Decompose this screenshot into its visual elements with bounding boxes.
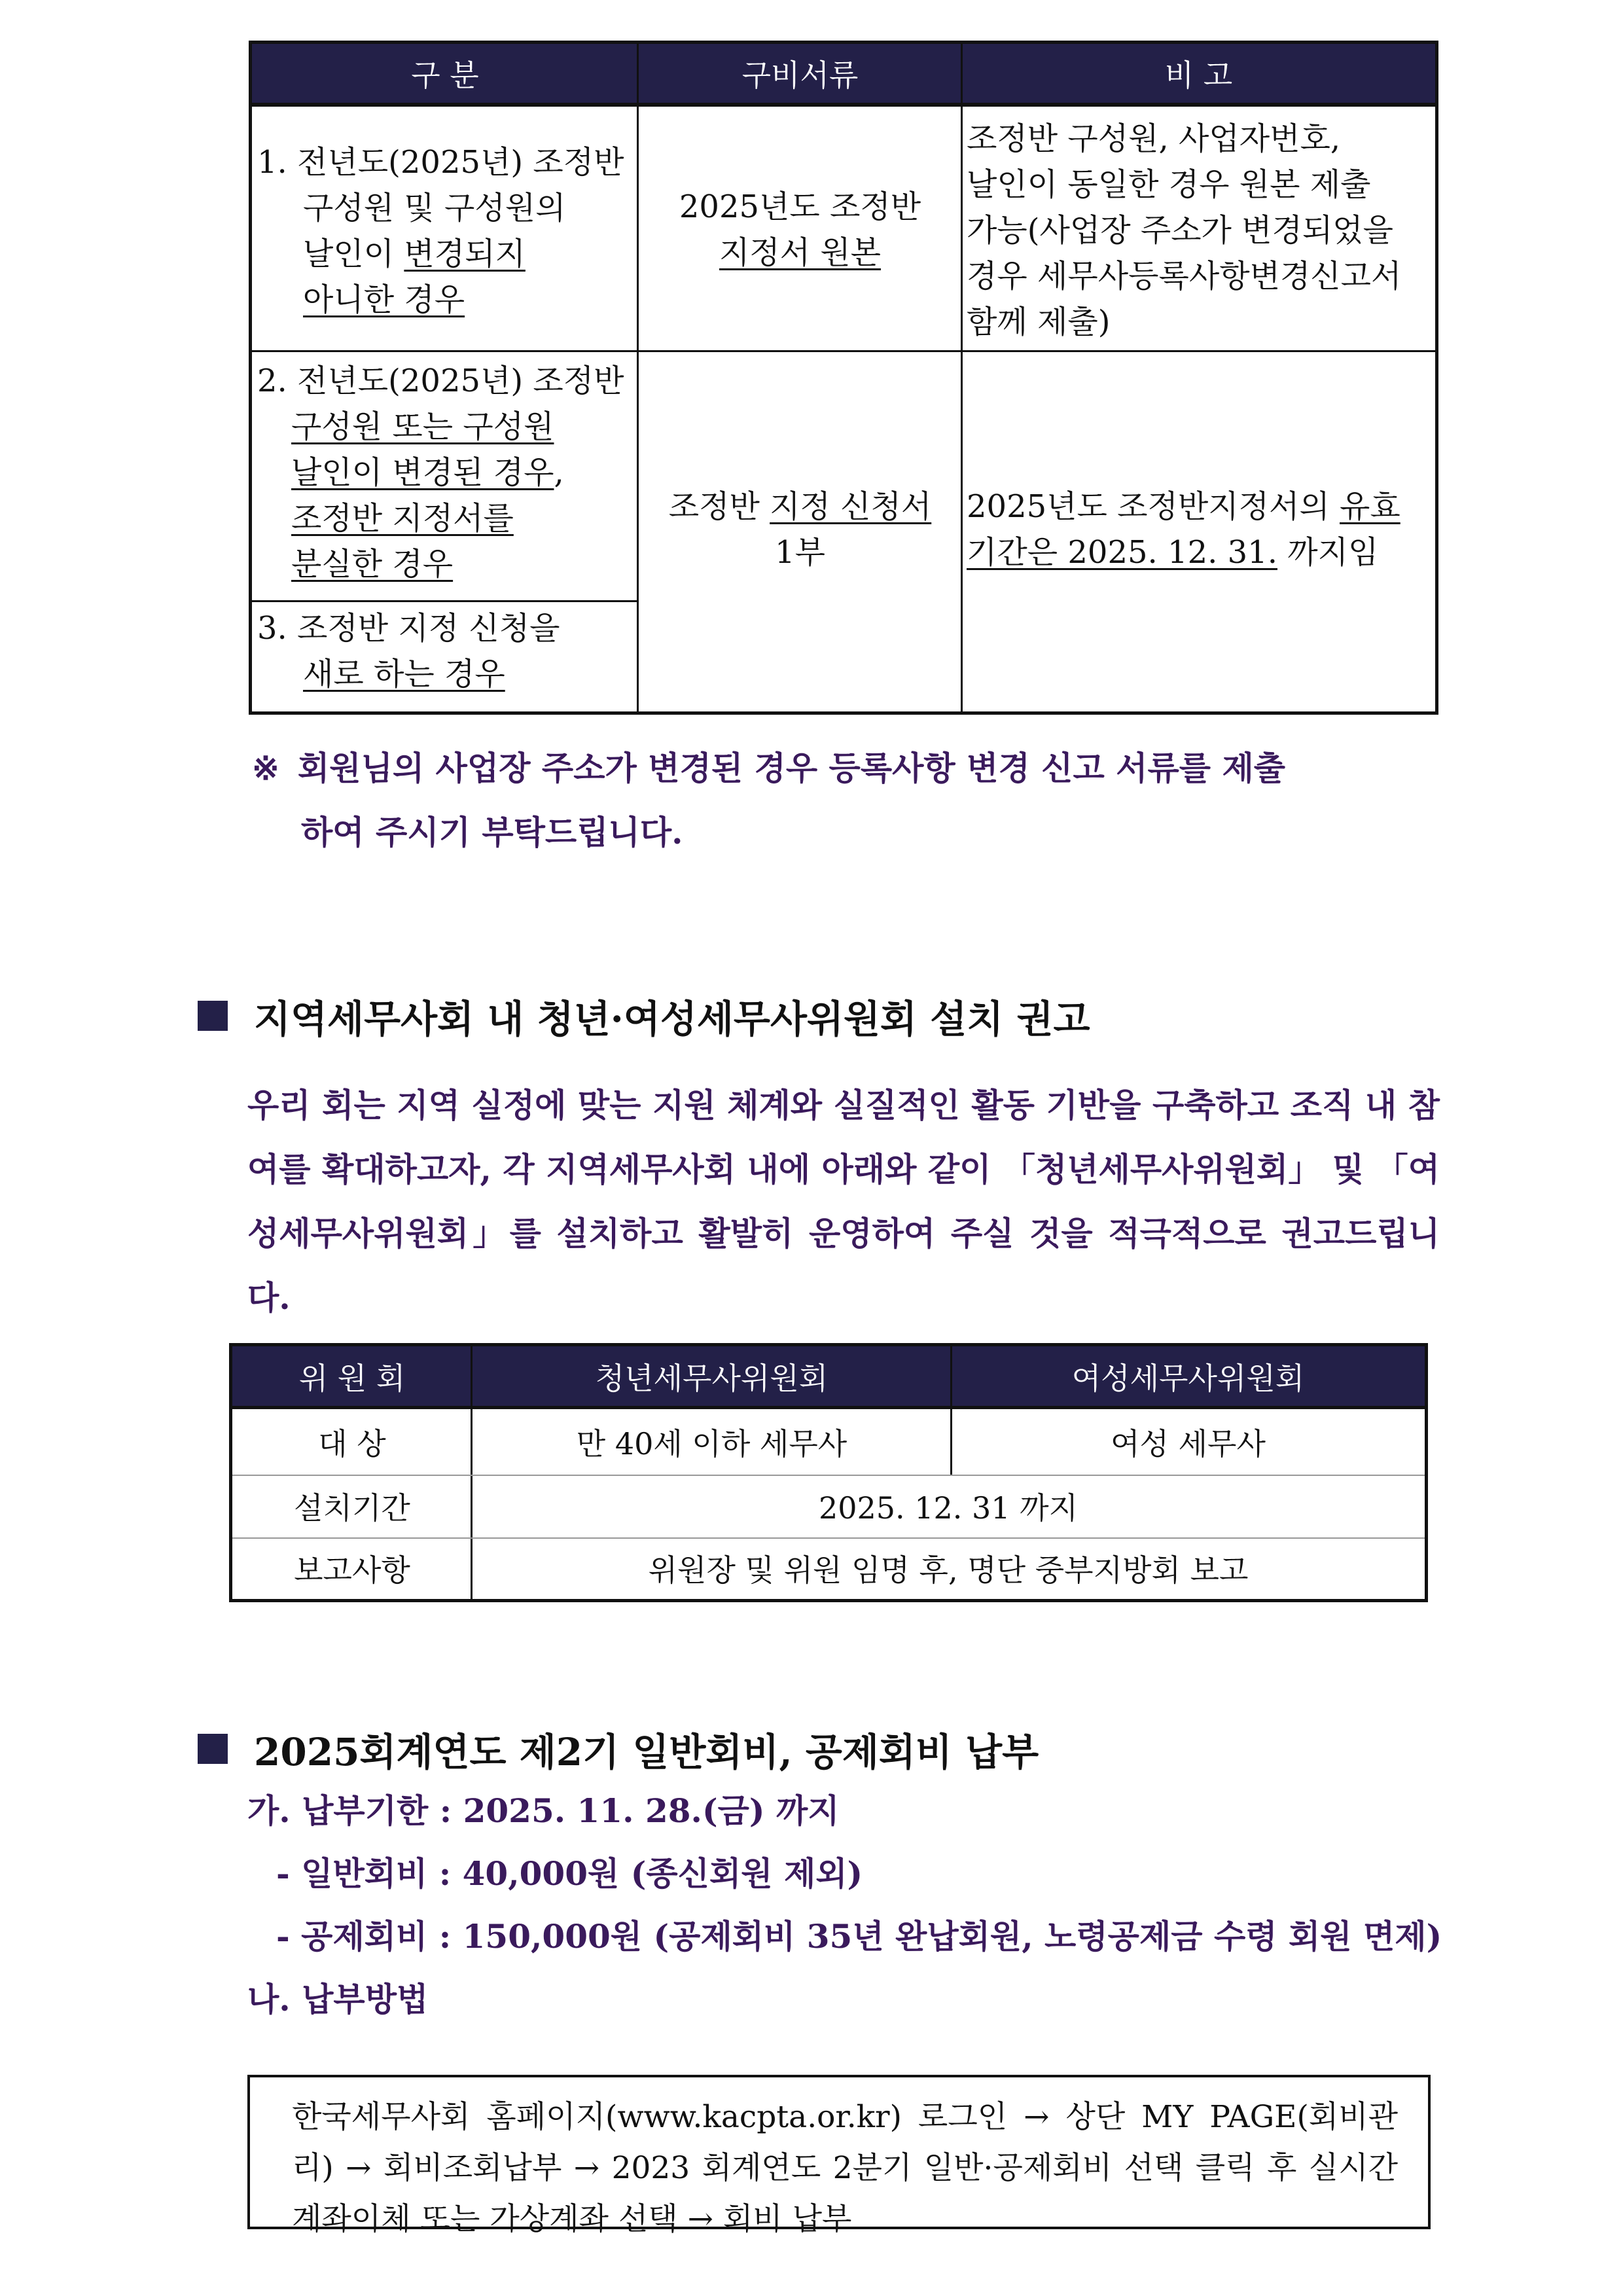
table-header-women: 여성세무사위원회 [952, 1346, 1425, 1409]
row1-documents-line: 2025년도 조정반 [679, 188, 921, 225]
youth-target: 만 40세 이하 세무사 [576, 1426, 847, 1462]
rows23-documents-text: 조정반 [668, 488, 770, 525]
row1-note-line: 조정반 구성원, 사업자번호, [967, 120, 1341, 157]
row1-note-line: 함께 제출) [967, 304, 1111, 340]
section-title: 지역세무사회 내 청년·여성세무사위원회 설치 권고 [254, 997, 1090, 1041]
payment-method-label: 나. 납부방법 [247, 1980, 429, 2018]
address-change-notice [252, 736, 1450, 865]
general-fee: - 일반회비 : 40,000원 (종신회원 제외) [276, 1854, 863, 1893]
row1-category-underlined: 아니한 경우 [303, 281, 465, 318]
row3-category-underlined: 새로 하는 경우 [303, 656, 505, 692]
period-label: 설치기간 [294, 1490, 410, 1526]
rows23-note-underlined: 유효 [1340, 488, 1400, 525]
row1-category-line [257, 231, 634, 277]
section-heading-fees [198, 1723, 1039, 1775]
row1-documents-underlined: 지정서 원본 [719, 234, 882, 271]
payment-method-steps: 한국세무사회 홈페이지(www.kacpta.or.kr) 로그인 → 상단 MY PAGE(회비관리) → 회비조회납부 → 2023 회계연도 2분기 일반·공제회비 선택 클릭 후 실시간 계좌이체 또는 가상계좌 선택 → 회비 납부 [292, 2099, 1398, 2237]
report-value: 위원장 및 위원 임명 후, 명단 중부지방회 보고 [648, 1552, 1249, 1588]
row2-category-line: 2. 전년도(2025년) 조정반 [257, 363, 624, 399]
committee-table [229, 1343, 1428, 1602]
committee-recommendation-paragraph: 우리 회는 지역 실정에 맞는 지원 체계와 실질적인 활동 기반을 구축하고 조직 내 참여를 확대하고자, 각 지역세무사회 내에 아래와 같이 「청년세무사위원회」 및 「여성세무사위원회」를 설치하고 활발히 운영하여 주실 것을 적극적으로 권고드립니다. [247, 1086, 1440, 1317]
row1-note-line: 가능(사업장 주소가 변경되었을 [967, 212, 1394, 249]
row1-category-underlined: 변경되지 [404, 236, 526, 272]
row2-category-underlined: 구성원 또는 구성원 [291, 408, 554, 445]
table-header-youth: 청년세무사위원회 [472, 1346, 952, 1409]
row-divider [252, 600, 637, 602]
rows23-documents-count: 1부 [775, 534, 825, 571]
row2-category [257, 358, 634, 587]
notice-line-2: 하여 주시기 부탁드립니다. [301, 813, 683, 852]
table-row-label [232, 1409, 472, 1475]
column-divider [961, 44, 963, 711]
rows23-note-text: 까지임 [1277, 534, 1379, 571]
rows23-documents [638, 484, 962, 575]
rows23-documents-underlined: 지정 신청서 [770, 488, 932, 525]
period-value: 2025. 12. 31 까지 [818, 1490, 1079, 1526]
row3-category [257, 605, 634, 697]
square-bullet-icon [198, 1001, 228, 1031]
notice-line-1: 회원님의 사업장 주소가 변경된 경우 등록사항 변경 신고 서류를 제출 [298, 749, 1286, 787]
row1-category-line: 구성원 및 구성원의 [303, 190, 566, 226]
row1-category-line: 1. 전년도(2025년) 조정반 [257, 144, 624, 181]
section-heading-committee [198, 990, 1090, 1042]
rows23-note-text: 2025년도 조정반지정서의 [967, 488, 1340, 525]
row1-documents [638, 184, 962, 276]
row-divider [252, 350, 1435, 352]
report-label: 보고사항 [294, 1552, 410, 1588]
documents-table [249, 41, 1438, 715]
row2-category-underlined: 날인이 변경된 경우 [291, 454, 554, 491]
row1-note-line: 경우 세무사등록사항변경신고서 [967, 258, 1402, 295]
target-label: 대 상 [318, 1426, 386, 1462]
square-bullet-icon [198, 1734, 228, 1764]
payment-deadline: 가. 납부기한 : 2025. 11. 28.(금) 까지 [247, 1791, 840, 1830]
section-title: 2025회계연도 제2기 일반회비, 공제회비 납부 [254, 1730, 1039, 1774]
rows23-note-underlined: 기간은 2025. 12. 31. [967, 534, 1277, 571]
payment-method-box [247, 2075, 1431, 2237]
table-header-documents: 구비서류 [638, 44, 962, 107]
row2-category-underlined: 조정반 지정서를 [291, 500, 514, 537]
rows23-notes [967, 484, 1431, 575]
row1-category-text: 날인이 [303, 236, 404, 272]
row3-category-line: 3. 조정반 지정 신청을 [257, 610, 560, 647]
row1-notes [967, 116, 1431, 345]
table-header-category: 구 분 [252, 44, 638, 107]
women-target: 여성 세무사 [1111, 1426, 1266, 1462]
row2-category-comma: , [554, 454, 564, 491]
mutual-aid-fee: - 공제회비 : 150,000원 (공제회비 35년 완납회원, 노령공제금 수령 회원 면제) [276, 1917, 1442, 1956]
reference-mark: ※ [252, 749, 279, 787]
table-header-notes: 비 고 [962, 44, 1435, 107]
row1-note-line: 날인이 동일한 경우 원본 제출 [967, 166, 1371, 203]
table-header-committee: 위 원 회 [232, 1346, 472, 1409]
row2-category-underlined: 분실한 경우 [291, 546, 454, 583]
column-divider [637, 44, 639, 711]
row1-category [257, 139, 634, 323]
